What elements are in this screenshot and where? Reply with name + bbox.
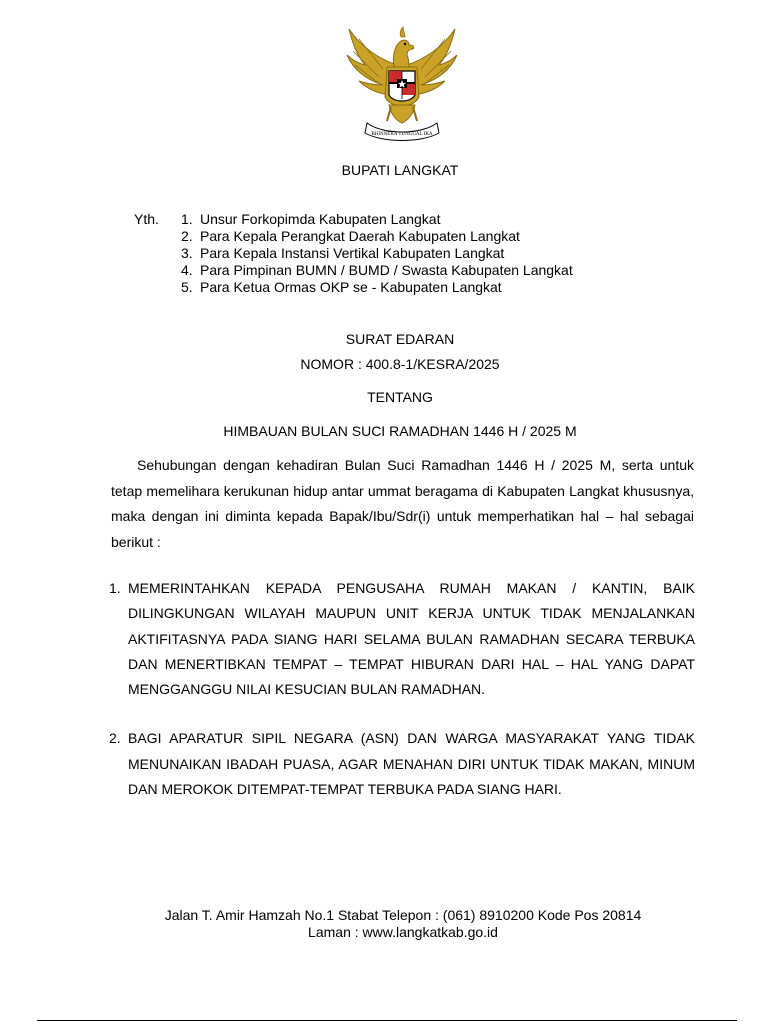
instruction-list: [109, 576, 695, 802]
emblem-motto-text: BHINNEKA TUNGGAL IKA: [371, 132, 433, 137]
recipient-text: Para Kepala Perangkat Daerah Kabupaten Langkat: [200, 228, 520, 244]
recipient-number: 1.: [181, 211, 193, 227]
instruction-number: 1.: [109, 580, 121, 596]
garuda-emblem-graphic: [339, 25, 465, 145]
garuda-pancasila-emblem: [339, 25, 465, 145]
recipient-item: [181, 245, 573, 262]
recipient-number: 5.: [181, 279, 193, 295]
instruction-number: 2.: [109, 730, 121, 747]
page-bottom-divider: [37, 1020, 737, 1021]
recipient-text: Para Ketua Ormas OKP se - Kabupaten Langkat: [200, 279, 502, 295]
about-label: TENTANG: [367, 389, 433, 405]
recipient-text: Para Kepala Instansi Vertikal Kabupaten Langkat: [200, 245, 505, 261]
recipient-number: 2.: [181, 228, 193, 244]
recipient-text: Para Pimpinan BUMN / BUMD / Swasta Kabupaten Langkat: [200, 262, 573, 278]
recipient-number: 3.: [181, 245, 193, 261]
letter-title: SURAT EDARAN: [345, 331, 455, 347]
recipient-item: [181, 211, 573, 228]
footer-address: Jalan T. Amir Hamzah No.1 Stabat Telepon : (061) 8910200 Kode Pos 20814: [164, 907, 642, 923]
letter-number: NOMOR : 400.8-1/KESRA/2025: [300, 356, 500, 372]
intro-paragraph: Sehubungan dengan kehadiran Bulan Suci Ramadhan 1446 H / 2025 M, serta untuk tetap memelihara kerukunan hidup antar ummat beragama di Kabupaten Langkat khususnya, maka dengan ini diminta kepada Bapak/Ibu/Sdr(i) untuk memperhatikan hal – hal sebagai berikut :: [111, 457, 694, 550]
instruction-item: [109, 726, 695, 802]
recipient-item: [181, 262, 573, 279]
recipient-item: [181, 228, 573, 245]
instruction-text: BAGI APARATUR SIPIL NEGARA (ASN) DAN WARGA MASYARAKAT YANG TIDAK MENUNAIKAN IBADAH PUASA, AGAR MENAHAN DIRI UNTUK TIDAK MAKAN, MINUM DAN MEROKOK DITEMPAT-TEMPAT TERBUKA PADA SIANG HARI.: [128, 730, 695, 798]
recipient-number: 4.: [181, 262, 193, 278]
instruction-item: [109, 576, 695, 702]
recipient-list: [181, 211, 573, 296]
recipient-text: Unsur Forkopimda Kabupaten Langkat: [200, 211, 441, 227]
footer-website: Laman : www.langkatkab.go.id: [308, 924, 498, 940]
instruction-text: MEMERINTAHKAN KEPADA PENGUSAHA RUMAH MAKAN / KANTIN, BAIK DILINGKUNGAN WILAYAH MAUPUN UNIT KERJA UNTUK TIDAK MENJALANKAN AKTIFITASNYA PADA SIANG HARI SELAMA BULAN RAMADHAN SECARA TERBUKA DAN MENERTIBKAN TEMPAT – TEMPAT HIBURAN DARI HAL – HAL YANG DAPAT MENGGANGGU NILAI KESUCIAN BULAN RAMADHAN.: [128, 580, 695, 698]
recipient-label: Yth.: [134, 211, 159, 227]
regent-title: BUPATI LANGKAT: [341, 162, 459, 178]
letterhead-footer: [0, 907, 768, 941]
letter-subject: HIMBAUAN BULAN SUCI RAMADHAN 1446 H / 2025 M: [223, 423, 577, 439]
recipient-item: [181, 279, 573, 296]
